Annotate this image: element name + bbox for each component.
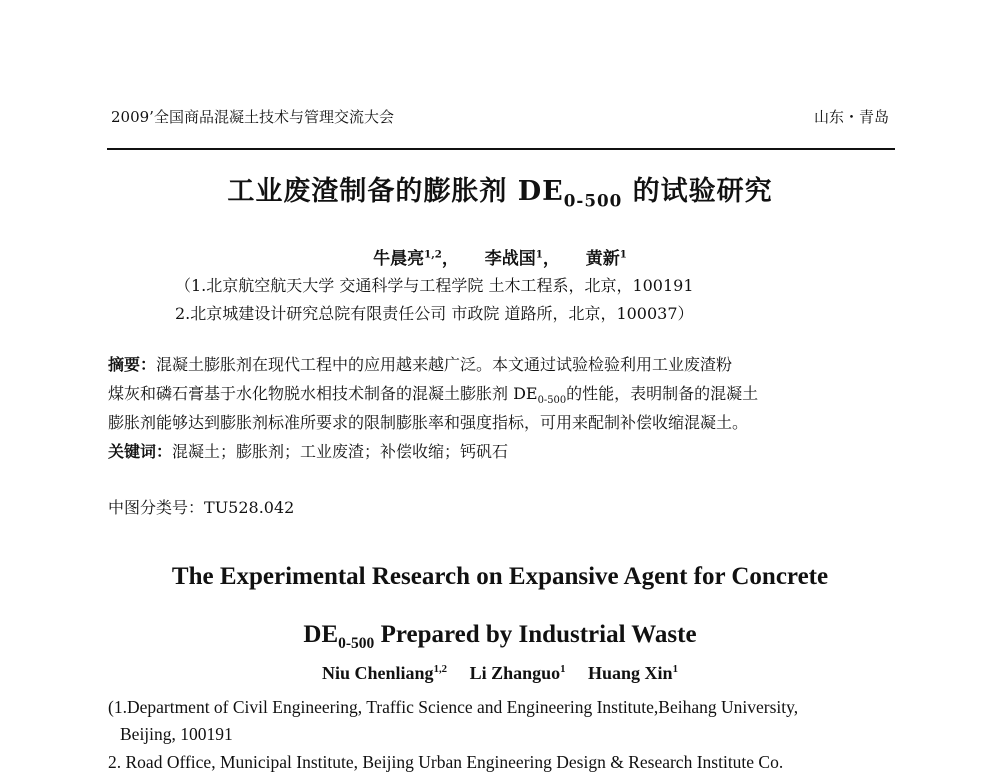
paper-title-en-line2: $DE_{0-500}$ Prepared by Industrial Waste [303,621,697,652]
affiliation-en-1: (1.Department of Civil Engineering, Traffic Science and Engineering Institute,Beihang University, [108,697,799,717]
keywords-label: 关键词： [108,442,173,461]
classification-number: 中图分类号：TU528.042 [108,498,295,517]
keywords-line [108,439,508,462]
author-cn: 牛晨亮$^{1,2}$， [373,248,459,269]
paper-title-cn [0,169,1000,210]
abstract-label: 摘要： [108,355,157,374]
affiliation-cn-1: （1.北京航空航天大学 交通科学与工程学院 土木工程系，北京，100191 [175,276,694,295]
affiliation-en-1-cont: Beijing, 100191 [120,724,233,744]
abstract-line: 膨胀剂能够达到膨胀剂标准所要求的限制膨胀率和强度指标，可用来配制补偿收缩混凝土。 [108,413,749,432]
authors-cn [0,244,1000,269]
authors-en [0,663,1000,684]
conference-header: 2009’全国商品混凝土技术与管理交流大会 [111,108,394,126]
conference-location: 山东・青岛 [813,108,889,126]
author-en: Li Zhanguo$^1$ [469,663,566,683]
author-en: Niu Chenliang$^{1,2}$ [322,663,448,683]
paper-title-en-line1: The Experimental Research on Expansive Agent for Concrete [171,563,829,590]
affiliation-en-2: 2. Road Office, Municipal Institute, Beijing Urban Engineering Design & Research Institute Co. [108,752,784,772]
title-cn-prefix: 工业废渣制备的膨胀剂 DE [227,176,564,207]
author-en: Huang Xin$^1$ [588,663,678,683]
author-cn: 黄新$^1$ [585,248,627,269]
keywords-text: 混凝土；膨胀剂；工业废渣；补偿收缩；钙矾石 [172,442,509,461]
header-rule [107,148,895,150]
author-cn: 李战国$^1$， [484,248,560,269]
title-cn-suffix: 的试验研究 [622,176,773,207]
abstract-line: 摘要：混凝土膨胀剂在现代工程中的应用越来越广泛。本文通过试验检验利用工业废渣粉 [108,355,733,374]
affiliation-cn-2: 2.北京城建设计研究总院有限责任公司 市政院 道路所，北京，100037） [175,304,694,323]
title-cn-subscript: 0-500 [563,190,623,211]
abstract-line: 煤灰和磷石膏基于水化物脱水相技术制备的混凝土膨胀剂 $DE_{0-500}$的性能，表明制备的混凝土 [108,384,759,407]
